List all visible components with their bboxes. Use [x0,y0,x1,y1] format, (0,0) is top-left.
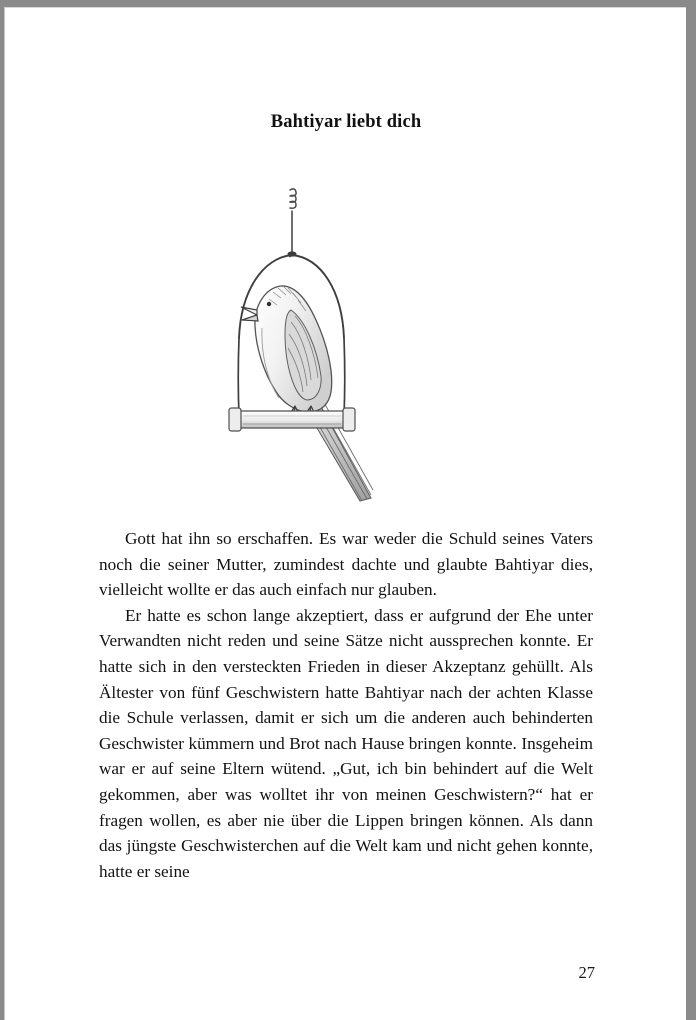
paragraph-1: Gott hat ihn so erschaffen. Es war weder die Schuld seines Vaters noch die seiner Mutter, zumindest dachte und glaubte Bahtiyar dies, vielleicht wollte er das auch einfach nur glauben. [99,529,593,600]
bird-body [241,286,332,412]
caged-songbird-drawing [221,168,471,508]
body-text [99,526,593,884]
cage-hook-icon [290,189,296,252]
book-page [4,7,686,1020]
page-title: Bahtiyar liebt dich [270,112,422,132]
viewer-top-bar [0,0,696,7]
page-number: 27 [578,963,595,982]
caged-songbird-illustration [5,168,686,513]
bird-eye [267,302,271,306]
birdcage-perch [229,408,355,431]
paragraph-2: Er hatte es schon lange akzeptiert, dass er aufgrund der Ehe unter Verwandten nicht reden und seine Sätze nicht aussprechen konnte. Er hatte sich in den versteckten Frieden in dieser Akzeptanz gehüllt. Als Ältester von fünf Geschwistern hatte Bahtiyar nach der achten Klasse die Schule verlassen, damit er sich um die anderen auch behinderten Geschwister kümmern und Brot nach Hause bringen konnte. Insgeheim war er auf seine Eltern wütend. „Gut, ich bin behindert auf die Welt gekommen, aber was wolltet ihr von meinen Geschwistern?“ hat er fragen wollen, es aber nie über die Lippen bringen können. Als dann das jüngste Geschwisterchen auf die Welt kam und nicht gehen konnte, hatte er seine [99,605,593,881]
